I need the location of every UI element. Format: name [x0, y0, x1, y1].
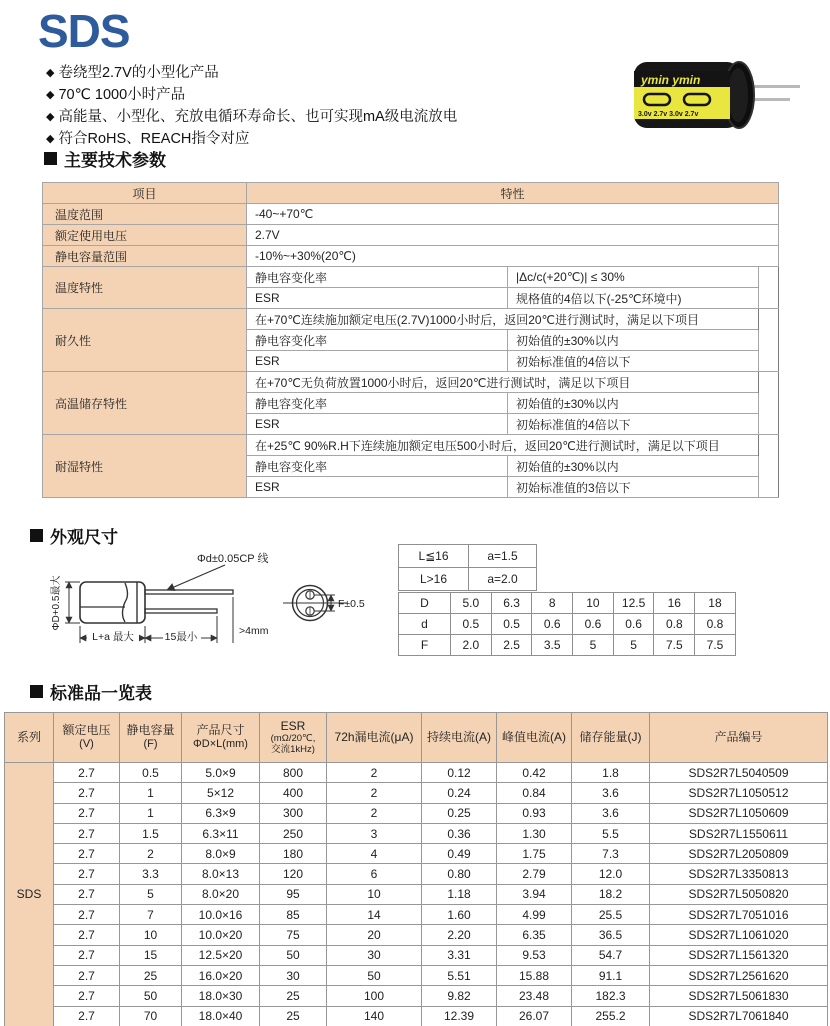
tech-header-char: 特性: [247, 183, 779, 204]
std-cell: 14: [327, 905, 422, 925]
std-cell: 4: [327, 844, 422, 864]
spacer-cell: [759, 414, 779, 435]
std-cell: 5.5: [572, 823, 650, 843]
std-cell: 2.79: [497, 864, 572, 884]
feature-bullet: [46, 84, 457, 106]
spacer-cell: [759, 330, 779, 351]
std-cell: 3.6: [572, 783, 650, 803]
std-cell: SDS2R7L5040509: [650, 763, 828, 783]
std-header-line: (mΩ/20℃,: [270, 733, 316, 745]
alpha-row: [399, 545, 537, 568]
std-cell: 5.51: [422, 965, 497, 985]
std-cell: 18.0×40: [182, 1006, 260, 1026]
tech-sub-value: 初始值的±30%以内: [508, 456, 759, 477]
ddf-cell: 0.6: [573, 614, 614, 635]
side-view-crimp: [123, 583, 128, 622]
std-cell: 100: [327, 986, 422, 1006]
std-cell: 120: [260, 864, 327, 884]
ddf-cell: 2.0: [451, 635, 492, 656]
std-data-row: [5, 803, 828, 823]
std-header-cell: [650, 713, 828, 763]
std-header-line: 峰值电流(A): [502, 730, 566, 744]
capacitor-product-image: [628, 58, 808, 142]
std-data-row: [5, 986, 828, 1006]
std-cell: SDS2R7L2050809: [650, 844, 828, 864]
std-cell: 0.25: [422, 803, 497, 823]
std-header-line: 产品尺寸: [196, 723, 245, 738]
std-data-row: [5, 844, 828, 864]
std-header-cell: [182, 713, 260, 763]
tech-sub-value: 初始标准值的4倍以下: [508, 351, 759, 372]
std-cell: 25.5: [572, 905, 650, 925]
section-tech-params-label: 主要技术参数: [64, 151, 166, 170]
std-cell: SDS2R7L7051016: [650, 905, 828, 925]
std-cell: 1.5: [120, 823, 182, 843]
ddf-cell: 10: [573, 593, 614, 614]
std-cell: 10.0×20: [182, 925, 260, 945]
ddf-cell: 2.5: [491, 635, 532, 656]
ddf-cell: 18: [695, 593, 736, 614]
std-cell: 8.0×9: [182, 844, 260, 864]
std-cell: 0.93: [497, 803, 572, 823]
ddf-cell: 0.8: [654, 614, 695, 635]
capacitor-vent-right: [684, 94, 710, 105]
std-header-line: 静电容量: [126, 723, 175, 738]
tech-row: [43, 246, 779, 267]
capacitor-marking-text: 3.0v 2.7v 3.0v 2.7v: [638, 111, 699, 118]
std-cell: 2.20: [422, 925, 497, 945]
tech-subrow: [43, 267, 779, 288]
std-data-row: [5, 823, 828, 843]
std-cell: 2.7: [54, 844, 120, 864]
std-cell: 75: [260, 925, 327, 945]
ddf-cell: 0.5: [451, 614, 492, 635]
tech-sub-label: 静电容变化率: [247, 330, 508, 351]
std-cell: SDS2R7L3350813: [650, 864, 828, 884]
section-standard-list: [30, 679, 152, 704]
std-cell: 6: [327, 864, 422, 884]
std-cell: 0.42: [497, 763, 572, 783]
std-cell: 15: [120, 945, 182, 965]
capacitor-vent-left: [644, 94, 670, 105]
tech-sub-value: 规格值的4倍以下(-25℃环境中): [508, 288, 759, 309]
std-cell: 7.3: [572, 844, 650, 864]
ddf-cell: 6.3: [491, 593, 532, 614]
std-data-row: [5, 945, 828, 965]
std-data-row: [5, 925, 828, 945]
std-cell: 3.3: [120, 864, 182, 884]
tech-sub-value: 初始值的±30%以内: [508, 393, 759, 414]
section-standard-list-label: 标准品一览表: [50, 684, 152, 703]
tech-sub-label: ESR: [247, 351, 508, 372]
section-dimensions: [30, 523, 118, 548]
tech-sub-label: 静电容变化率: [247, 456, 508, 477]
std-cell: 0.36: [422, 823, 497, 843]
tech-item: 耐湿特性: [43, 435, 247, 498]
ddf-cell: 3.5: [532, 635, 573, 656]
std-cell: 7: [120, 905, 182, 925]
std-cell: 250: [260, 823, 327, 843]
tech-header-row: [43, 183, 779, 204]
tech-sub-label: ESR: [247, 414, 508, 435]
std-header-line: 72h漏电流(μA): [334, 730, 414, 744]
std-cell: 9.82: [422, 986, 497, 1006]
ddf-cell: 0.8: [695, 614, 736, 635]
std-cell: 6.3×9: [182, 803, 260, 823]
std-cell: 0.80: [422, 864, 497, 884]
std-cell: 36.5: [572, 925, 650, 945]
capacitor-lead-bottom: [752, 98, 790, 101]
std-cell: 2.7: [54, 925, 120, 945]
std-cell: 85: [260, 905, 327, 925]
std-cell: 2.7: [54, 1006, 120, 1026]
ddf-cell: 12.5: [613, 593, 654, 614]
std-cell: 255.2: [572, 1006, 650, 1026]
std-header-cell: [572, 713, 650, 763]
spacer-cell: [759, 288, 779, 309]
feature-bullet-text: 70℃ 1000小时产品: [58, 87, 186, 103]
std-data-row: [5, 965, 828, 985]
tech-sub-label: ESR: [247, 288, 508, 309]
spacer-cell: [759, 351, 779, 372]
std-cell: 23.48: [497, 986, 572, 1006]
feature-bullet-text: 高能量、小型化、充放电循环寿命长、也可实现mA级电流放电: [58, 109, 458, 125]
ddf-cell: 5: [613, 635, 654, 656]
std-cell: 12.39: [422, 1006, 497, 1026]
spacer-cell: [759, 435, 779, 456]
std-cell: 2.7: [54, 905, 120, 925]
tech-item: 静电容量范围: [43, 246, 247, 267]
side-view-body: [80, 582, 145, 623]
std-cell: 2: [327, 763, 422, 783]
ddf-cell: D: [399, 593, 451, 614]
std-cell: 1.18: [422, 884, 497, 904]
std-cell: SDS2R7L7061840: [650, 1006, 828, 1026]
tech-value: -40~+70℃: [247, 204, 779, 225]
tech-row: [43, 309, 779, 330]
spacer-cell: [759, 456, 779, 477]
tech-condition: 在+70℃连续施加额定电压(2.7V)1000小时后，返回20℃进行测试时，满足以下项目: [247, 309, 759, 330]
std-cell: 25: [120, 965, 182, 985]
std-cell: 2.7: [54, 823, 120, 843]
std-cell: 18.0×30: [182, 986, 260, 1006]
std-cell: 25: [260, 1006, 327, 1026]
lead-diameter-leader: [167, 565, 225, 590]
std-header-line: 产品编号: [714, 730, 763, 744]
lead-diameter-label: Φd±0.05CP 线: [197, 553, 269, 565]
section-square-icon: [44, 152, 57, 165]
std-cell: 0.5: [120, 763, 182, 783]
tech-sub-label: 静电容变化率: [247, 267, 508, 288]
ddf-cell: 16: [654, 593, 695, 614]
section-square-icon: [30, 685, 43, 698]
std-cell: 30: [327, 945, 422, 965]
std-cell: SDS2R7L1550611: [650, 823, 828, 843]
std-cell: 0.24: [422, 783, 497, 803]
std-data-row: [5, 884, 828, 904]
body-length-label: L+a 最大: [92, 631, 134, 643]
std-cell: 0.49: [422, 844, 497, 864]
capacitor-end-inner: [728, 68, 748, 122]
diamond-bullet-icon: ◆: [46, 89, 55, 101]
std-header-cell: [260, 713, 327, 763]
std-header-cell: [120, 713, 182, 763]
std-cell: 3: [327, 823, 422, 843]
diamond-bullet-icon: ◆: [46, 111, 55, 123]
alpha-cell: a=1.5: [469, 545, 537, 568]
std-cell: 50: [327, 965, 422, 985]
capacitor-brand-text: ymin ymin: [641, 73, 701, 87]
spacer-cell: [759, 309, 779, 330]
feature-bullet-text: 符合RoHS、REACH指令对应: [58, 131, 250, 147]
feature-bullet-text: 卷绕型2.7V的小型化产品: [58, 65, 219, 81]
ddf-table: [398, 592, 736, 656]
std-cell: 20: [327, 925, 422, 945]
tech-row: [43, 435, 779, 456]
tech-sub-value: 初始标准值的3倍以下: [508, 477, 759, 498]
std-header-line: 系列: [16, 730, 41, 744]
std-cell: 5×12: [182, 783, 260, 803]
std-cell: SDS2R7L1061020: [650, 925, 828, 945]
ddf-cell: 7.5: [654, 635, 695, 656]
std-data-row: [5, 783, 828, 803]
std-cell: 2.7: [54, 803, 120, 823]
ddf-cell: 8: [532, 593, 573, 614]
std-cell: 9.53: [497, 945, 572, 965]
dimension-drawing: [25, 550, 395, 665]
std-header-cell: [497, 713, 572, 763]
pitch-label: F±0.5: [338, 598, 365, 610]
std-header-line: ΦD×L(mm): [193, 738, 248, 751]
std-data-row: [5, 763, 828, 783]
std-cell: 3.6: [572, 803, 650, 823]
tech-item: 高温储存特性: [43, 372, 247, 435]
ddf-cell: 5: [573, 635, 614, 656]
ddf-cell: d: [399, 614, 451, 635]
spacer-cell: [759, 477, 779, 498]
page-title: SDS: [38, 5, 130, 57]
ddf-row: [399, 614, 736, 635]
std-cell: 1.8: [572, 763, 650, 783]
std-cell: 12.5×20: [182, 945, 260, 965]
tech-header-item: 项目: [43, 183, 247, 204]
section-square-icon: [30, 529, 43, 542]
std-cell: 2.7: [54, 945, 120, 965]
std-cell: 91.1: [572, 965, 650, 985]
series-cell: SDS: [5, 763, 54, 1026]
std-cell: SDS2R7L1050512: [650, 783, 828, 803]
tech-condition: 在+25℃ 90%R.H下连续施加额定电压500小时后，返回20℃进行测试时，满足以下项目: [247, 435, 759, 456]
std-cell: 10: [327, 884, 422, 904]
std-data-row: [5, 864, 828, 884]
std-header-line: 额定电压: [62, 723, 111, 738]
std-header-line: 储存能量(J): [579, 730, 642, 744]
std-cell: 2.7: [54, 763, 120, 783]
std-header-line: ESR: [280, 719, 306, 734]
ddf-cell: 5.0: [451, 593, 492, 614]
std-cell: 2.7: [54, 965, 120, 985]
std-cell: 10.0×16: [182, 905, 260, 925]
std-cell: 2: [327, 803, 422, 823]
tech-item: 温度范围: [43, 204, 247, 225]
std-header-cell: [327, 713, 422, 763]
std-header-row: [5, 713, 828, 763]
lead-length-label: 15最小: [164, 631, 198, 643]
std-cell: 400: [260, 783, 327, 803]
tech-item: 额定使用电压: [43, 225, 247, 246]
tech-sub-label: 静电容变化率: [247, 393, 508, 414]
std-cell: 50: [260, 945, 327, 965]
alpha-table: [398, 544, 537, 591]
capacitor-lead-top: [752, 85, 800, 88]
std-cell: 1: [120, 803, 182, 823]
tech-value: -10%~+30%(20℃): [247, 246, 779, 267]
standard-products-table: [4, 712, 828, 1026]
section-dimensions-label: 外观尺寸: [50, 528, 118, 547]
feature-bullet: [46, 62, 457, 84]
std-cell: 16.0×20: [182, 965, 260, 985]
std-cell: 3.31: [422, 945, 497, 965]
std-cell: 50: [120, 986, 182, 1006]
tech-row: [43, 204, 779, 225]
ddf-cell: 0.6: [532, 614, 573, 635]
std-cell: 1: [120, 783, 182, 803]
ddf-row: [399, 593, 736, 614]
std-cell: 25: [260, 986, 327, 1006]
std-cell: 182.3: [572, 986, 650, 1006]
std-cell: SDS2R7L1561320: [650, 945, 828, 965]
std-cell: 8.0×20: [182, 884, 260, 904]
ddf-cell: F: [399, 635, 451, 656]
tech-row: [43, 372, 779, 393]
tech-condition: 在+70℃无负荷放置1000小时后，返回20℃进行测试时，满足以下项目: [247, 372, 759, 393]
std-cell: SDS2R7L2561620: [650, 965, 828, 985]
tech-params-table: [42, 182, 779, 498]
std-cell: 2.7: [54, 783, 120, 803]
std-cell: 6.3×11: [182, 823, 260, 843]
side-view-lead-top: [145, 590, 233, 594]
std-cell: 12.0: [572, 864, 650, 884]
std-cell: 2: [327, 783, 422, 803]
std-cell: 15.88: [497, 965, 572, 985]
alpha-row: [399, 568, 537, 591]
std-cell: 2.7: [54, 864, 120, 884]
std-cell: 95: [260, 884, 327, 904]
std-header-line: 交流1kHz): [271, 744, 315, 755]
std-header-cell: [54, 713, 120, 763]
std-header-cell: [422, 713, 497, 763]
std-data-row: [5, 1006, 828, 1026]
tech-sub-label: ESR: [247, 477, 508, 498]
body-diameter-label: ΦD+0.5最大: [51, 575, 62, 631]
alpha-cell: L>16: [399, 568, 469, 591]
alpha-cell: L≦16: [399, 545, 469, 568]
std-data-row: [5, 905, 828, 925]
std-cell: 10: [120, 925, 182, 945]
std-cell: 5: [120, 884, 182, 904]
tech-value: 2.7V: [247, 225, 779, 246]
std-cell: 4.99: [497, 905, 572, 925]
std-header-cell: [5, 713, 54, 763]
alpha-cell: a=2.0: [469, 568, 537, 591]
std-cell: 1.30: [497, 823, 572, 843]
std-cell: 54.7: [572, 945, 650, 965]
side-view-lead-bottom: [145, 609, 217, 613]
ddf-cell: 7.5: [695, 635, 736, 656]
std-cell: 26.07: [497, 1006, 572, 1026]
std-cell: SDS2R7L1050609: [650, 803, 828, 823]
spacer-cell: [759, 372, 779, 393]
tech-item: 温度特性: [43, 267, 247, 309]
std-cell: SDS2R7L5050820: [650, 884, 828, 904]
std-header-line: (V): [79, 738, 94, 751]
std-header-line: 持续电流(A): [427, 730, 491, 744]
section-tech-params: [44, 146, 166, 171]
std-cell: 2: [120, 844, 182, 864]
tech-sub-value: 初始标准值的4倍以下: [508, 414, 759, 435]
tech-item: 耐久性: [43, 309, 247, 372]
diamond-bullet-icon: ◆: [46, 133, 55, 145]
tech-sub-value: |Δc/c(+20℃)| ≤ 30%: [508, 267, 759, 288]
diamond-bullet-icon: ◆: [46, 67, 55, 79]
std-cell: 140: [327, 1006, 422, 1026]
std-header-line: (F): [143, 738, 158, 751]
std-cell: 1.60: [422, 905, 497, 925]
std-cell: 3.94: [497, 884, 572, 904]
std-cell: 300: [260, 803, 327, 823]
spacer-cell: [759, 267, 779, 288]
std-cell: 6.35: [497, 925, 572, 945]
std-cell: 30: [260, 965, 327, 985]
feature-bullet: [46, 106, 457, 128]
std-cell: 0.84: [497, 783, 572, 803]
std-cell: 5.0×9: [182, 763, 260, 783]
ddf-cell: 0.5: [491, 614, 532, 635]
std-cell: SDS2R7L5061830: [650, 986, 828, 1006]
std-cell: 18.2: [572, 884, 650, 904]
ddf-row: [399, 635, 736, 656]
std-cell: 2.7: [54, 884, 120, 904]
std-cell: 70: [120, 1006, 182, 1026]
tech-sub-value: 初始值的±30%以内: [508, 330, 759, 351]
std-cell: 8.0×13: [182, 864, 260, 884]
std-cell: 800: [260, 763, 327, 783]
tech-row: [43, 225, 779, 246]
std-cell: 0.12: [422, 763, 497, 783]
lead-gap-label: >4mm: [239, 625, 269, 637]
spacer-cell: [759, 393, 779, 414]
std-cell: 1.75: [497, 844, 572, 864]
std-cell: 2.7: [54, 986, 120, 1006]
ddf-cell: 0.6: [613, 614, 654, 635]
feature-bullet-list: [46, 62, 457, 150]
std-cell: 180: [260, 844, 327, 864]
